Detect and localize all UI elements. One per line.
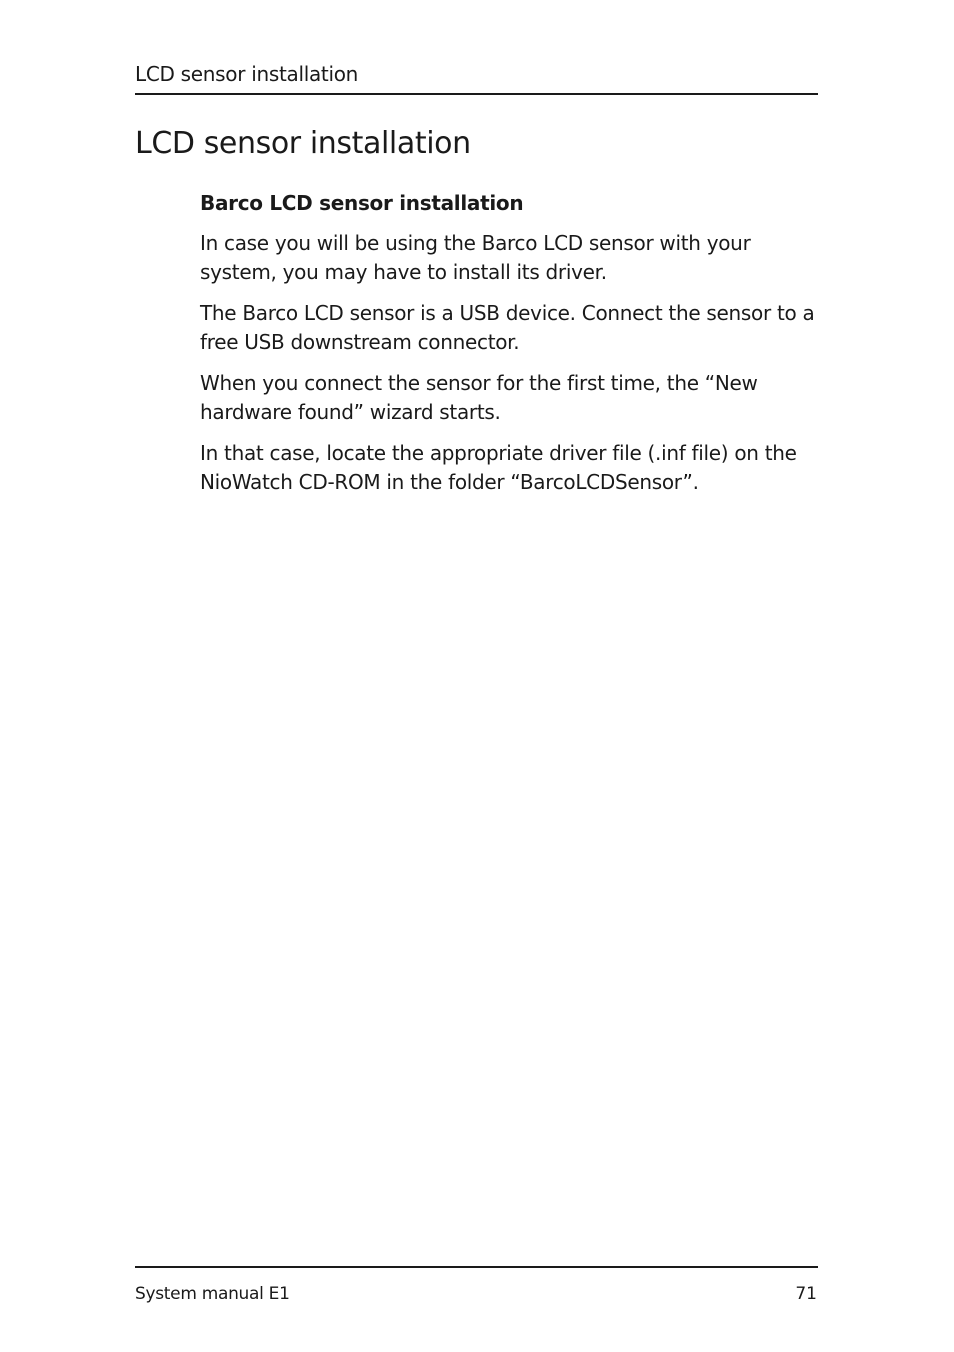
section-heading: Barco LCD sensor installation bbox=[200, 191, 524, 215]
section-body bbox=[200, 188, 820, 509]
footer-document-name: System manual E1 bbox=[135, 1284, 290, 1304]
paragraph-driver-intro: In case you will be using the Barco LCD sensor with your system, you may have to install its driver. bbox=[200, 231, 751, 284]
page-title: LCD sensor installation bbox=[135, 126, 471, 161]
footer-divider bbox=[135, 1266, 818, 1268]
paragraph-usb-connect: The Barco LCD sensor is a USB device. Connect the sensor to a free USB downstream connector. bbox=[200, 301, 815, 354]
paragraph-wizard-start: When you connect the sensor for the first time, the “New hardware found” wizard starts. bbox=[200, 371, 758, 424]
paragraph-locate-driver: In that case, locate the appropriate driver file (.inf file) on the NioWatch CD-ROM in the folder “BarcoLCDSensor”. bbox=[200, 441, 797, 494]
footer-page-number: 71 bbox=[795, 1284, 817, 1304]
header-divider bbox=[135, 93, 818, 95]
running-header: LCD sensor installation bbox=[135, 62, 359, 86]
